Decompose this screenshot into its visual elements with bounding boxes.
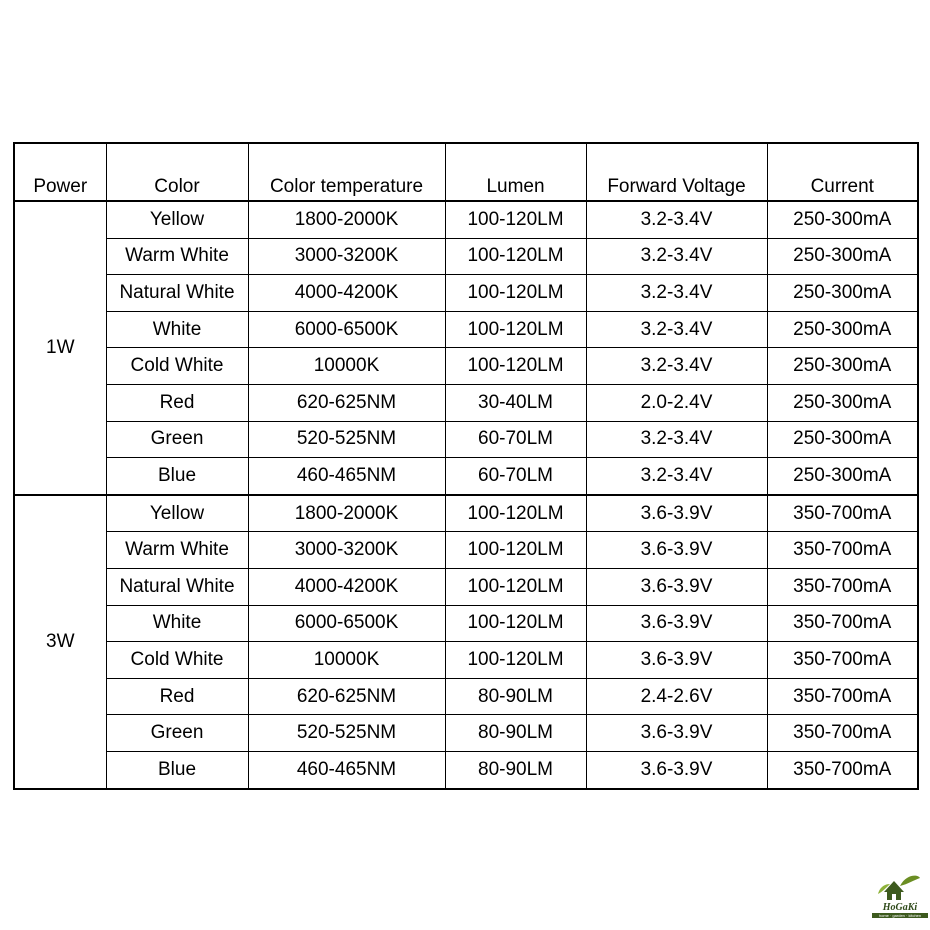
current-cell: 250-300mA	[767, 421, 918, 458]
color-cell: White	[106, 311, 248, 348]
table-row	[14, 642, 918, 679]
header-color: Color	[106, 143, 248, 201]
table-row	[14, 495, 918, 532]
current-cell: 250-300mA	[767, 384, 918, 421]
table-row	[14, 275, 918, 312]
table-row	[14, 568, 918, 605]
lumen-cell: 60-70LM	[445, 458, 586, 495]
lumen-cell: 100-120LM	[445, 311, 586, 348]
color-cell: Warm White	[106, 238, 248, 275]
forward-voltage-cell: 3.6-3.9V	[586, 715, 767, 752]
color-cell: Red	[106, 678, 248, 715]
power-cell: 3W	[14, 495, 106, 789]
lumen-cell: 100-120LM	[445, 532, 586, 569]
current-cell: 350-700mA	[767, 495, 918, 532]
table-row	[14, 311, 918, 348]
color-cell: Cold White	[106, 348, 248, 385]
color-temperature-cell: 6000-6500K	[248, 311, 445, 348]
color-temperature-cell: 520-525NM	[248, 421, 445, 458]
forward-voltage-cell: 3.6-3.9V	[586, 532, 767, 569]
forward-voltage-cell: 3.2-3.4V	[586, 201, 767, 238]
color-cell: Green	[106, 421, 248, 458]
header-row	[14, 143, 918, 201]
table-row	[14, 421, 918, 458]
color-temperature-cell: 460-465NM	[248, 458, 445, 495]
header-forward-voltage: Forward Voltage	[586, 143, 767, 201]
forward-voltage-cell: 3.2-3.4V	[586, 275, 767, 312]
lumen-cell: 100-120LM	[445, 275, 586, 312]
color-cell: Natural White	[106, 568, 248, 605]
color-temperature-cell: 4000-4200K	[248, 275, 445, 312]
house-leaf-logo-icon	[870, 872, 928, 902]
color-cell: Natural White	[106, 275, 248, 312]
lumen-cell: 80-90LM	[445, 751, 586, 788]
header-lumen: Lumen	[445, 143, 586, 201]
current-cell: 350-700mA	[793, 758, 892, 780]
lumen-cell: 100-120LM	[445, 568, 586, 605]
lumen-cell: 60-70LM	[445, 421, 586, 458]
color-temperature-cell: 3000-3200K	[248, 532, 445, 569]
color-temperature-cell: 10000K	[248, 642, 445, 679]
current-cell: 250-300mA	[767, 348, 918, 385]
table-row	[14, 751, 918, 788]
forward-voltage-cell: 3.6-3.9V	[586, 751, 767, 788]
header-color-temperature: Color temperature	[248, 143, 445, 201]
forward-voltage-cell: 3.2-3.4V	[586, 311, 767, 348]
current-cell: 350-700mA	[767, 715, 918, 752]
lumen-cell: 100-120LM	[445, 605, 586, 642]
lumen-cell: 100-120LM	[445, 642, 586, 679]
lumen-cell: 100-120LM	[445, 238, 586, 275]
brand-logo-tagline: home · garden · kitchen	[872, 913, 928, 918]
lumen-cell: 100-120LM	[445, 201, 586, 238]
forward-voltage-cell: 3.6-3.9V	[586, 495, 767, 532]
current-cell: 350-700mA	[767, 568, 918, 605]
forward-voltage-cell: 3.6-3.9V	[586, 605, 767, 642]
table-row	[14, 678, 918, 715]
current-cell: 250-300mA	[767, 201, 918, 238]
forward-voltage-cell: 3.6-3.9V	[586, 568, 767, 605]
current-cell: 250-300mA	[767, 311, 918, 348]
forward-voltage-cell: 3.2-3.4V	[586, 458, 767, 495]
power-cell: 1W	[14, 201, 106, 495]
lumen-cell: 80-90LM	[445, 678, 586, 715]
table-row	[14, 532, 918, 569]
color-cell: Yellow	[106, 201, 248, 238]
color-temperature-cell: 620-625NM	[248, 384, 445, 421]
color-cell: Blue	[106, 458, 248, 495]
forward-voltage-cell: 3.6-3.9V	[586, 642, 767, 679]
led-spec-table	[13, 142, 919, 790]
color-cell: Blue	[106, 751, 248, 788]
color-temperature-cell: 520-525NM	[248, 715, 445, 752]
color-temperature-cell: 1800-2000K	[248, 201, 445, 238]
color-temperature-cell: 6000-6500K	[248, 605, 445, 642]
brand-logo-name: HoGaKi	[882, 902, 918, 913]
table-body	[14, 201, 918, 789]
table-row	[14, 715, 918, 752]
lumen-cell: 100-120LM	[445, 495, 586, 532]
header-power: Power	[14, 143, 106, 201]
lumen-cell: 30-40LM	[445, 384, 586, 421]
current-cell: 250-300mA	[767, 458, 918, 495]
table-row	[14, 458, 918, 495]
color-temperature-cell: 10000K	[248, 348, 445, 385]
color-cell: White	[106, 605, 248, 642]
table-row	[14, 348, 918, 385]
color-cell: Cold White	[106, 642, 248, 679]
color-temperature-cell: 620-625NM	[248, 678, 445, 715]
forward-voltage-cell: 2.4-2.6V	[586, 678, 767, 715]
current-cell: 250-300mA	[767, 275, 918, 312]
color-cell: Yellow	[106, 495, 248, 532]
table-row	[14, 238, 918, 275]
forward-voltage-cell: 3.2-3.4V	[586, 238, 767, 275]
current-cell: 250-300mA	[767, 238, 918, 275]
lumen-cell: 80-90LM	[445, 715, 586, 752]
current-cell: 350-700mA	[767, 678, 918, 715]
header-current: Current	[767, 143, 918, 201]
forward-voltage-cell: 3.2-3.4V	[586, 421, 767, 458]
table-row	[14, 605, 918, 642]
color-temperature-cell: 4000-4200K	[248, 568, 445, 605]
table-row	[14, 384, 918, 421]
forward-voltage-cell: 2.0-2.4V	[586, 384, 767, 421]
current-cell: 350-700mA	[767, 605, 918, 642]
table-row	[14, 201, 918, 238]
lumen-cell: 100-120LM	[445, 348, 586, 385]
forward-voltage-cell: 3.2-3.4V	[586, 348, 767, 385]
color-temperature-cell: 1800-2000K	[248, 495, 445, 532]
current-cell: 350-700mA	[767, 642, 918, 679]
current-cell: 350-700mA	[767, 532, 918, 569]
color-cell: Warm White	[106, 532, 248, 569]
color-cell: Green	[106, 715, 248, 752]
color-cell: Red	[106, 384, 248, 421]
color-temperature-cell: 3000-3200K	[248, 238, 445, 275]
color-temperature-cell: 460-465NM	[248, 751, 445, 788]
